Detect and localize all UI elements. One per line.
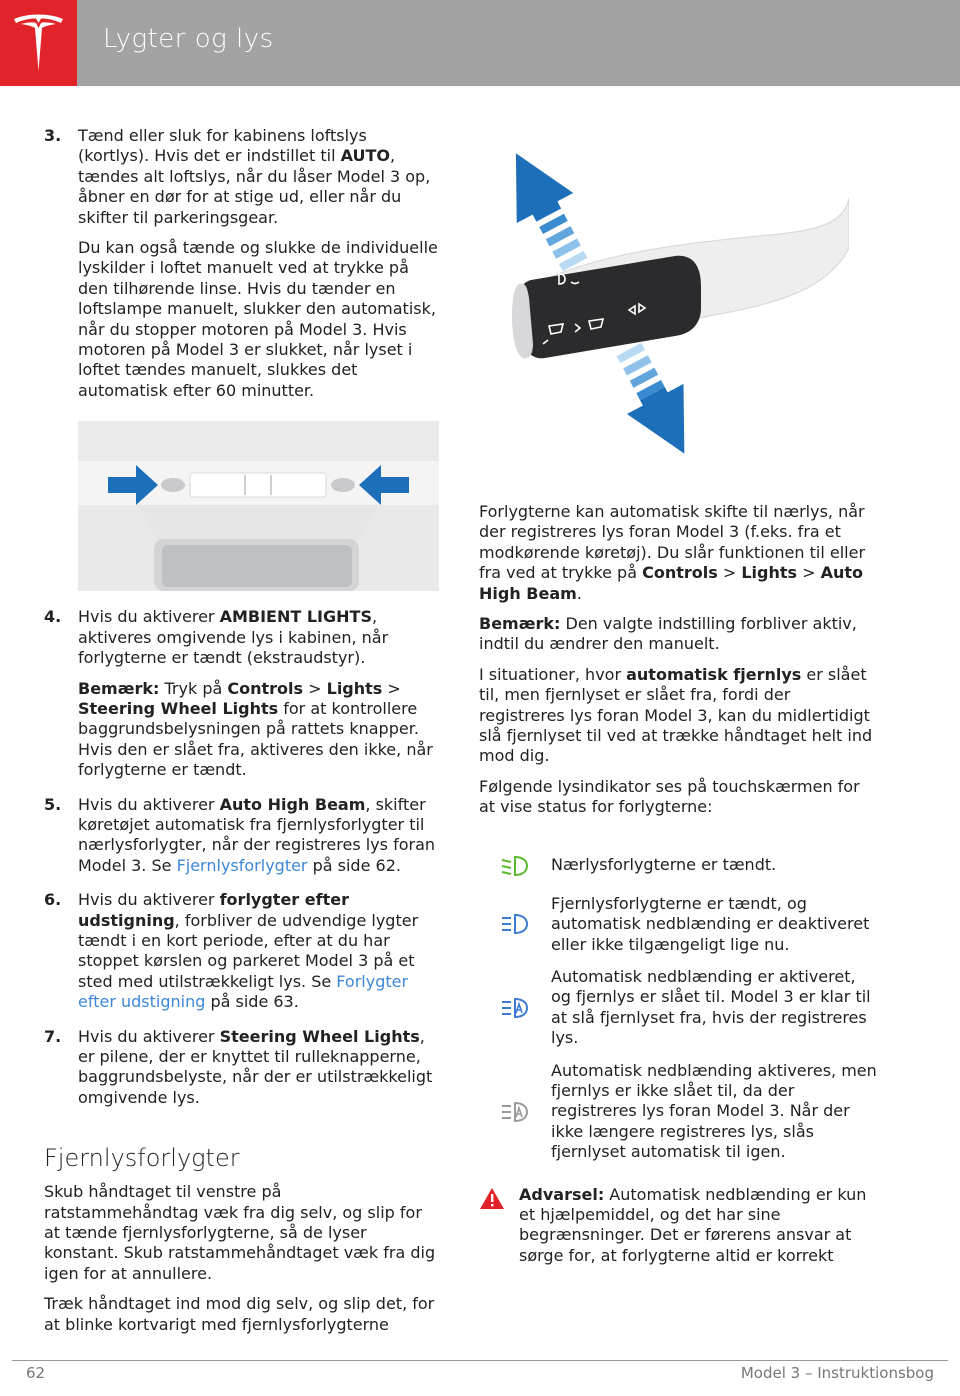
list-item-7 [44, 1027, 439, 1119]
right-paragraph-1: Forlygterne kan automatisk skifte til nærlys, når der registreres lys foran Model 3 (f.eks. fra et modkørende køretøj). Du slår funktionen til eller fra ved at trykke på Controls > Lights > Auto High Beam. [479, 502, 866, 603]
item-7-text: Hvis du aktiverer Steering Wheel Lights, er pilene, der er knyttet til rulleknapperne, baggrundsbelyste, når der er utilstrækkeligt omgivende lys. [78, 1026, 433, 1107]
stalk-illustration [479, 138, 849, 478]
list-item-3 [44, 126, 439, 411]
item-4-note: Bemærk: Tryk på Controls > Lights > Steering Wheel Lights for at kontrollere baggrundsbelysningen på rattets knapper. Hvis den er slået fra, aktiveres den ikke, når forlygterne er tændt. [78, 678, 433, 780]
indicator-row-auto-high-beam-on [479, 967, 879, 1049]
footer-divider [12, 1360, 948, 1361]
item-5-text: Hvis du aktiverer Auto High Beam, skifter køretøjet automatisk fra fjernlysforlygter til nærlysforlygter, når der registreres lys foran Model 3. Se Fjernlysforlygter på side 62. [78, 794, 436, 875]
item-number: 4. [44, 607, 62, 627]
item-number: 7. [44, 1026, 62, 1046]
item-4-text: Hvis du aktiverer AMBIENT LIGHTS, aktiveres omgivende lys i kabinen, når forlygterne er tændt (ekstraudstyr). [78, 607, 389, 668]
high-beam-icon [479, 912, 551, 936]
section-paragraph-2: Træk håndtaget ind mod dig selv, og slip det, for at blinke kortvarigt med fjernlysforlygterne [44, 1294, 435, 1334]
ceiling-light-illustration [78, 421, 439, 591]
link-forlygter-efter-udstigning[interactable]: Forlygter efter udstigning [78, 971, 409, 1012]
item-3-text: Tænd eller sluk for kabinens loftslys (kortlys). Hvis det er indstillet til AUTO, tændes alt loftslys, når du låser Model 3 op, åbner en dør for at stige ud, eller når du skifter til parkeringsgear. [78, 126, 431, 227]
indicator-row-auto-high-beam-standby [479, 1061, 879, 1163]
list-item-5 [44, 795, 439, 887]
warning-block [479, 1185, 879, 1267]
indicator-row-low-beam [479, 854, 879, 878]
page-header [0, 0, 960, 86]
low-beam-icon [479, 854, 551, 878]
page-title: Lygter og lys [103, 24, 274, 54]
item-number: 5. [44, 794, 62, 814]
left-column [44, 126, 439, 1335]
item-number: 3. [44, 126, 62, 145]
list-item-6 [44, 890, 439, 1022]
manual-name: Model 3 – Instruktionsbog [740, 1364, 934, 1382]
list-item-4 [44, 607, 439, 790]
right-paragraph-3: Følgende lysindikator ses på touchskærmen for at vise status for forlygterne: [479, 776, 860, 817]
indicator-text: Fjernlysforlygterne er tændt, og automatisk nedblænding er deaktiveret eller ikke tilgængeligt lige nu. [551, 893, 870, 954]
warning-triangle-icon [479, 1185, 519, 1267]
indicator-text: Automatisk nedblænding aktiveres, men fjernlys er ikke slået til, da der registreres lys foran Model 3. Når der ikke længere registreres lys, slås fjernlyset automatisk til igen. [551, 1060, 877, 1162]
right-column [479, 502, 879, 1266]
indicator-text: Nærlysforlygterne er tændt. [551, 855, 777, 875]
item-number: 6. [44, 890, 62, 910]
page-number: 62 [26, 1364, 46, 1382]
item-3-detail: Du kan også tænde og slukke de individuelle lyskilder i loftet manuelt ved at trykke på den tilhørende linse. Hvis du tænder en loftslampe manuelt, slukker den automatisk, når du stopper motoren på Model 3. Hvis motoren på Model 3 er slukket, når lyset i loftet tændes manuelt, slukkes det automatisk efter 60 minutter. [78, 238, 438, 400]
item-6-text: Hvis du aktiverer forlygter efter udstigning, forbliver de udvendige lygter tændt i en kort periode, efter at du har stoppet kørslen og parkeret Model 3 på et sted med utilstrækkeligt lys. Se Forlygter efter udstigning på side 63. [78, 890, 419, 1012]
indicator-row-high-beam [479, 894, 879, 955]
tesla-logo [0, 0, 77, 86]
auto-high-beam-on-icon [479, 996, 551, 1020]
warning-text: Advarsel: Automatisk nedblænding er kun et hjælpemiddel, og det har sine begrænsninger. Det er førerens ansvar at sørge for, at forlygterne altid er korrekt [519, 1184, 867, 1265]
link-fjernlysforlygter[interactable]: Fjernlysforlygter [176, 855, 308, 875]
section-heading: Fjernlysforlygter [44, 1144, 240, 1173]
section-paragraph-1: Skub håndtaget til venstre på ratstammehåndtag væk fra dig selv, og slip for at tænde fjernlysforlygterne, så de lyser konstant. Skub ratstammehåndtaget væk fra dig igen for at annullere. [44, 1182, 436, 1283]
auto-high-beam-standby-icon [479, 1100, 551, 1124]
indicator-text: Automatisk nedblænding er aktiveret, og fjernlys er slået til. Model 3 er klar til at slå fjernlyset fra, hvis der registreres lys. [551, 966, 871, 1048]
right-paragraph-2: I situationer, hvor automatisk fjernlys er slået til, men fjernlyset er slået fra, fordi der registreres lys foran Model 3, kan du midlertidigt slå fjernlyset til ved at trække håndtaget helt ind mod dig. [479, 664, 873, 766]
right-note: Bemærk: Den valgte indstilling forbliver aktiv, indtil du ændrer den manuelt. [479, 614, 857, 654]
